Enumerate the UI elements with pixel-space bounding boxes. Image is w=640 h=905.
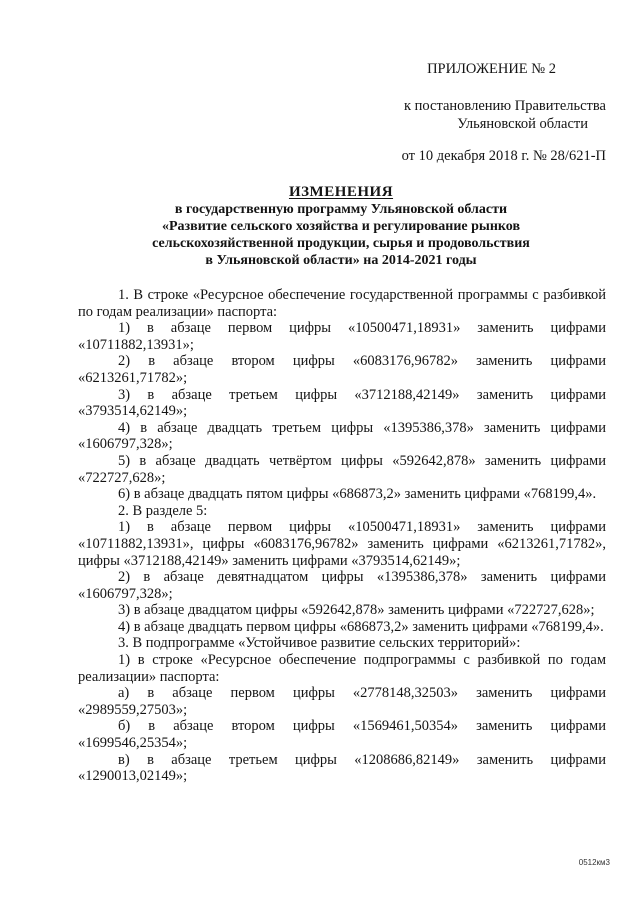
paragraph: 3. В подпрограмме «Устойчивое развитие сельских территорий»: xyxy=(118,635,521,652)
title-line: в государственную программу Ульяновской области xyxy=(174,202,508,217)
title-main: ИЗМЕНЕНИЯ xyxy=(288,184,394,200)
paragraph: 4) в абзаце двадцать третьем цифры «1395386,378» заменить цифрами «1606797,328»; xyxy=(78,419,606,453)
title-line: в Ульяновской области» на 2014-2021 годы xyxy=(205,253,477,268)
resolution-reference: к постановлению Правительства xyxy=(404,98,606,114)
paragraph: 1) в абзаце первом цифры «10500471,18931» заменить цифрами «10711882,13931»; xyxy=(78,320,606,353)
paragraph: 6) в абзаце двадцать пятом цифры «686873,2» заменить цифрами «768199,4». xyxy=(118,486,597,503)
paragraph: 1. В строке «Ресурсное обеспечение государственной программы с разбивкой по годам реализации» паспорта: xyxy=(78,287,606,320)
document-title xyxy=(76,184,606,269)
region-name: Ульяновской области xyxy=(457,116,588,132)
paragraph: 2) в абзаце девятнадцатом цифры «1395386,378» заменить цифрами «1606797,328»; xyxy=(78,569,606,602)
paragraph: 1) в абзаце первом цифры «10500471,18931» заменить цифрами «10711882,13931», цифры «6083176,96782» заменить цифрами «6213261,71782», цифры «3712188,42149» заменить цифрами «3793514,62149»; xyxy=(78,519,606,569)
paragraph: 4) в абзаце двадцать первом цифры «686873,2» заменить цифрами «768199,4». xyxy=(118,618,604,635)
paragraph: 5) в абзаце двадцать четвёртом цифры «592642,878» заменить цифрами «722727,628»; xyxy=(78,452,606,486)
title-line: сельскохозяйственной продукции, сырья и продовольствия xyxy=(152,236,530,251)
appendix-label: ПРИЛОЖЕНИЕ № 2 xyxy=(427,61,556,77)
paragraph: 2) в абзаце втором цифры «6083176,96782» заменить цифрами «6213261,71782»; xyxy=(78,353,606,386)
paragraph: а) в абзаце первом цифры «2778148,32503» заменить цифрами «2989559,27503»; xyxy=(78,685,606,718)
title-line: «Развитие сельского хозяйства и регулирование рынков xyxy=(161,219,521,234)
paragraph: 1) в строке «Ресурсное обеспечение подпрограммы с разбивкой по годам реализации» паспорта: xyxy=(78,652,606,685)
paragraph: 3) в абзаце двадцатом цифры «592642,878» заменить цифрами «722727,628»; xyxy=(118,602,595,619)
paragraph: б) в абзаце втором цифры «1569461,50354» заменить цифрами «1699546,25354»; xyxy=(78,718,606,752)
resolution-date: от 10 декабря 2018 г. № 28/621-П xyxy=(401,148,606,164)
paragraph: 3) в абзаце третьем цифры «3712188,42149» заменить цифрами «3793514,62149»; xyxy=(78,386,606,420)
paragraph: в) в абзаце третьем цифры «1208686,82149» заменить цифрами «1290013,02149»; xyxy=(78,751,606,785)
document-body xyxy=(78,287,606,785)
footer-code: 0512км3 xyxy=(578,858,610,867)
paragraph: 2. В разделе 5: xyxy=(118,502,208,519)
